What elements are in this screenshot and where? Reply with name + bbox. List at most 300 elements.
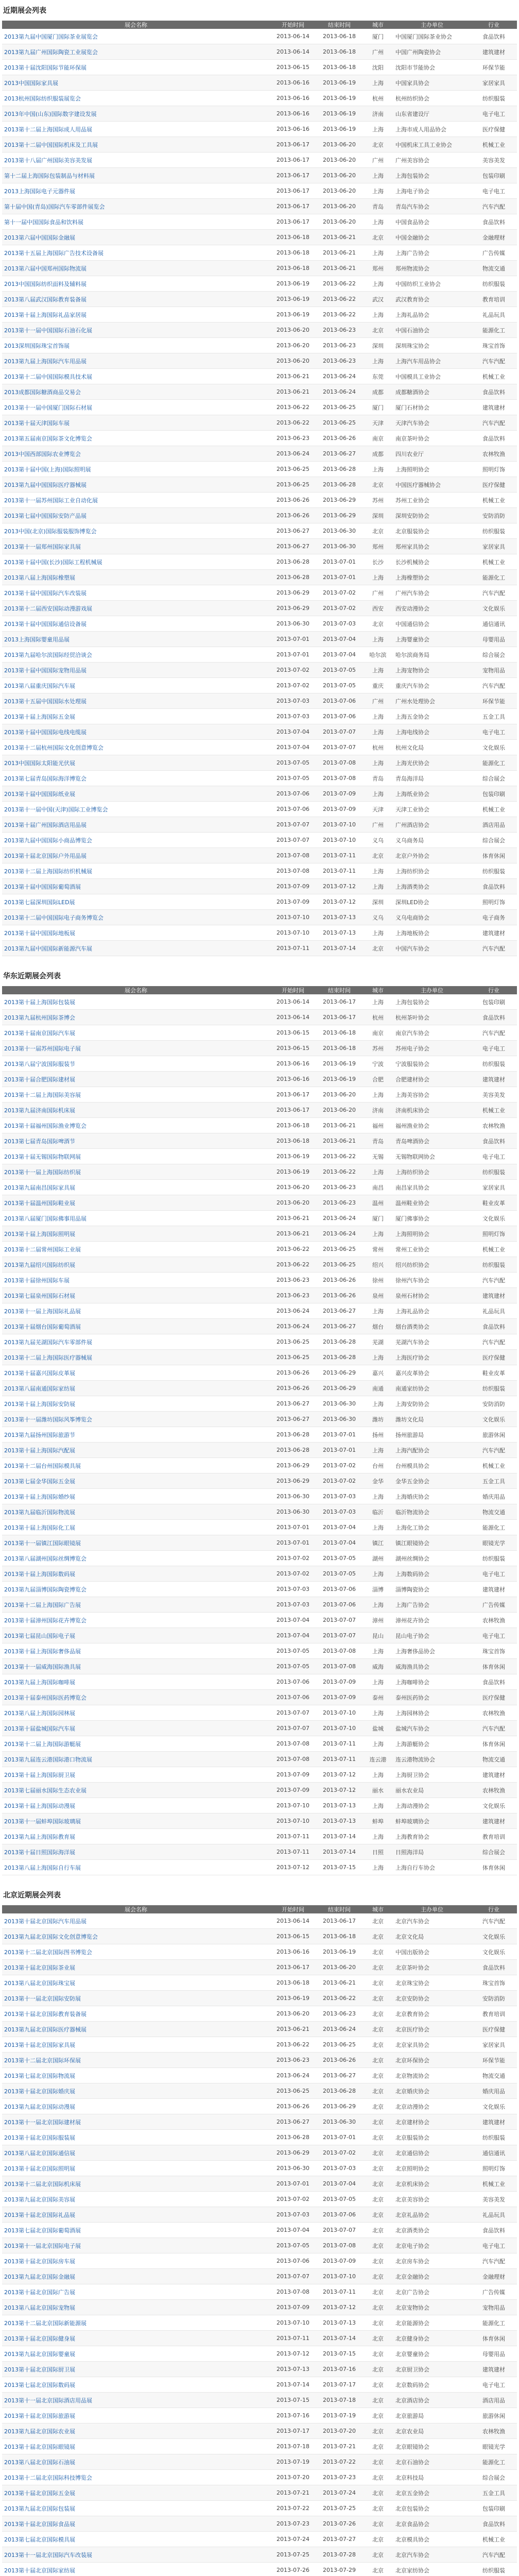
expo-city: 北京: [362, 2547, 393, 2563]
section-title: 北京近期展会列表: [3, 1891, 61, 1900]
expo-end-date: 2013-06-29: [316, 2099, 362, 2114]
expo-name-link[interactable]: 2013第十二届北京国际环保展: [2, 2053, 270, 2068]
expo-name-link[interactable]: 2013第十届中国国际地板展: [2, 925, 270, 941]
expo-name-link[interactable]: 2013第十二届西安国际动漫游戏展: [2, 601, 270, 616]
expo-name-link[interactable]: 2013第九届芜湖国际汽车零部件展: [2, 1334, 270, 1350]
table-row: [2, 338, 517, 353]
expo-name-link[interactable]: 2013第十届北京国际照明展: [2, 2161, 270, 2176]
expo-name-link[interactable]: 2013第十届北京国际婚庆展: [2, 2083, 270, 2099]
expo-end-date: 2013-06-18: [316, 60, 362, 75]
expo-name-link[interactable]: 2013第十届中国国际电线电缆展: [2, 724, 270, 740]
expo-name-link[interactable]: 2013第十二届上海国际广告展: [2, 1597, 270, 1613]
expo-end-date: 2013-07-11: [316, 2284, 362, 2300]
table-row: [2, 1427, 517, 1443]
expo-name-link[interactable]: 2013第九届淄博国际陶瓷博览会: [2, 1582, 270, 1597]
expo-start-date: 2013-07-22: [270, 2501, 316, 2516]
expo-start-date: 2013-07-06: [270, 1674, 316, 1690]
expo-start-date: 2013-06-17: [270, 183, 316, 199]
expo-city: 北京: [362, 137, 393, 152]
expo-name-link[interactable]: 2013第九届广州国际陶瓷工业展览会: [2, 44, 270, 60]
expo-name-link[interactable]: 2013第六届中国郑州国际物流展: [2, 261, 270, 276]
expo-name-link[interactable]: 2013第八届北京国际石油展: [2, 2454, 270, 2470]
expo-end-date: 2013-06-18: [316, 44, 362, 60]
expo-start-date: 2013-07-04: [270, 724, 316, 740]
expo-name-link[interactable]: 2013第十届上海国际化工展: [2, 1520, 270, 1535]
table-row: [2, 601, 517, 616]
expo-name-link[interactable]: 2013第十届北京国际家纺展: [2, 2563, 270, 2576]
table-row: [2, 1257, 517, 1273]
table-row: [2, 1288, 517, 1303]
expo-name-link[interactable]: 2013第十届中国国际纸业展: [2, 786, 270, 802]
expo-name-link[interactable]: 2013第八届北京国际宠物展: [2, 2300, 270, 2315]
expo-end-date: 2013-06-21: [316, 1975, 362, 1991]
expo-name-link[interactable]: 2013上海国际电子元器件展: [2, 183, 270, 199]
expo-start-date: 2013-06-26: [270, 508, 316, 523]
expo-organizer: 宁波服装协会: [393, 1056, 471, 1072]
expo-name-link[interactable]: 2013第八届北京国际通信展: [2, 2145, 270, 2161]
expo-start-date: 2013-07-03: [270, 709, 316, 724]
table-row: [2, 1226, 517, 1242]
expo-organizer: 上海婴童协会: [393, 632, 471, 647]
expo-name-link[interactable]: 2013第八届宁波国际服装节: [2, 1056, 270, 1072]
expo-end-date: 2013-07-08: [316, 2238, 362, 2253]
expo-name-link[interactable]: 2013第十届嘉兴国际皮革展: [2, 1365, 270, 1381]
expo-name-link[interactable]: 2013第十届天津国际车展: [2, 415, 270, 431]
table-row: [2, 462, 517, 477]
expo-name-link[interactable]: 2013第十一届上海国际礼品展: [2, 1303, 270, 1319]
expo-name-link[interactable]: 2013第十届北京国际广告展: [2, 2284, 270, 2300]
expo-name-link[interactable]: 2013第九届中国国际小商品博览会: [2, 833, 270, 848]
expo-organizer: 上海广告协会: [393, 1597, 471, 1613]
expo-organizer: 广州酒店协会: [393, 817, 471, 833]
expo-name-link[interactable]: 2013第七届深圳国际LED展: [2, 894, 270, 910]
expo-city: 北京: [362, 2284, 393, 2300]
expo-city: 厦门: [362, 1211, 393, 1226]
expo-name-link[interactable]: 2013第五届南京国际茶文化博览会: [2, 431, 270, 446]
expo-name-link[interactable]: 2013第九届杭州国际茶博会: [2, 1010, 270, 1025]
expo-name-link[interactable]: 2013第十届盐城国际汽车展: [2, 1721, 270, 1736]
expo-name-link[interactable]: 2013第九届临沂国际物流展: [2, 1504, 270, 1520]
expo-end-date: 2013-07-01: [316, 554, 362, 570]
expo-name-link[interactable]: 2013第十届上海国际五金展: [2, 709, 270, 724]
expo-name-link[interactable]: 2013第八届南通国际家纺展: [2, 1381, 270, 1396]
column-header: 展会名称: [2, 986, 270, 994]
expo-name-link[interactable]: 2013第九届连云港国际港口物流展: [2, 1752, 270, 1767]
expo-name-link[interactable]: 第十一届中国国际食品和饮料展: [2, 214, 270, 230]
expo-name-link[interactable]: 2013第十届北京国际户外用品展: [2, 848, 270, 863]
expo-industry: 文化娱乐: [471, 1929, 517, 1944]
expo-industry: 汽车汽配: [471, 1913, 517, 1929]
expo-name-link[interactable]: 2013中国西部国际农业博览会: [2, 446, 270, 462]
expo-name-link[interactable]: 2013第十届上海国际厨卫展: [2, 1767, 270, 1783]
expo-name-link[interactable]: 2013第十届上海国际汽配展: [2, 1443, 270, 1458]
expo-name-link[interactable]: 2013第十二届中国国际模具技术展: [2, 369, 270, 384]
expo-name-link[interactable]: 2013第十八届广州国际美容美发展: [2, 152, 270, 168]
table-row: [2, 1721, 517, 1736]
table-row: [2, 1025, 517, 1041]
expo-name-link[interactable]: 2013第九届北京国际动漫展: [2, 2099, 270, 2114]
expo-name-link[interactable]: 2013第十届中国国际汽车改装展: [2, 585, 270, 601]
expo-name-link[interactable]: 2013第八届厦门国际佛事用品展: [2, 1211, 270, 1226]
expo-name-link[interactable]: 2013第十届合肥国际建材展: [2, 1072, 270, 1087]
expo-name-link[interactable]: 2013第十届上海国际礼品家居展: [2, 307, 270, 323]
expo-organizer: 合肥建材协会: [393, 1072, 471, 1087]
expo-name-link[interactable]: 2013第十届日照国际海洋展: [2, 1844, 270, 1860]
expo-name-link[interactable]: 2013第十一届北京国际电子展: [2, 2238, 270, 2253]
expo-name-link[interactable]: 2013第九届北京国际文化创意博览会: [2, 1929, 270, 1944]
expo-city: 北京: [362, 2346, 393, 2362]
expo-industry: 婚庆用品: [471, 2083, 517, 2099]
expo-industry: 体育休闲: [471, 1860, 517, 1875]
expo-name-link[interactable]: 2013第十一届苏州国际电子展: [2, 1041, 270, 1056]
expo-name-link[interactable]: 2013第十二届杭州国际文化创意博览会: [2, 740, 270, 755]
table-header-row: [2, 986, 517, 994]
expo-name-link[interactable]: 2013第九届哈尔滨国际经贸洽谈会: [2, 647, 270, 663]
table-row: [2, 663, 517, 678]
expo-industry: 纺织服装: [471, 863, 517, 879]
expo-name-link[interactable]: 2013第九届南昌国际家具展: [2, 1180, 270, 1195]
expo-name-link[interactable]: 2013第八届上海国际橡塑展: [2, 570, 270, 585]
table-row: [2, 493, 517, 508]
expo-organizer: 上海照明协会: [393, 1226, 471, 1242]
expo-name-link[interactable]: 2013第十一届北京国际建材展: [2, 2114, 270, 2130]
expo-name-link[interactable]: 2013第十一届苏州国际工业自动化展: [2, 493, 270, 508]
expo-name-link[interactable]: 2013第七届泉州国际石材展: [2, 1288, 270, 1303]
expo-name-link[interactable]: 2013第十一届中国厦门国际石材展: [2, 400, 270, 415]
expo-start-date: 2013-07-02: [270, 2192, 316, 2207]
expo-organizer: 苏州工业协会: [393, 493, 471, 508]
expo-name-link[interactable]: 2013第十届上海国际安防展: [2, 1396, 270, 1412]
expo-city: 北京: [362, 2377, 393, 2393]
expo-name-link[interactable]: 2013第八届上海国际自行车展: [2, 1860, 270, 1875]
expo-name-link[interactable]: 第十届中国(青岛)国际汽车零部件展览会: [2, 199, 270, 214]
expo-name-link[interactable]: 2013第八届上海国际园林展: [2, 1705, 270, 1721]
expo-name-link[interactable]: 2013第九届上海国际汽车用品展: [2, 353, 270, 369]
expo-industry: 安防消防: [471, 1396, 517, 1412]
expo-name-link[interactable]: 2013第十届北京国际眼镜展: [2, 2439, 270, 2454]
expo-organizer: 北京旅游局: [393, 2408, 471, 2424]
expo-industry: 汽车汽配: [471, 585, 517, 601]
expo-name-link[interactable]: 2013第七届北京国际模具展: [2, 2532, 270, 2547]
expo-name-link[interactable]: 2013第七届青岛国际海洋博览会: [2, 771, 270, 786]
expo-city: 福州: [362, 1118, 393, 1133]
expo-name-link[interactable]: 2013第十一届中国国际石油石化展: [2, 323, 270, 338]
expo-name-link[interactable]: 2013第九届北京国际包装展: [2, 2501, 270, 2516]
expo-industry: 包装印刷: [471, 168, 517, 183]
expo-city: 西安: [362, 601, 393, 616]
expo-organizer: 盐城汽车协会: [393, 1721, 471, 1736]
expo-name-link[interactable]: 2013第十届上海国际包装展: [2, 994, 270, 1010]
expo-start-date: 2013-06-28: [270, 570, 316, 585]
expo-name-link[interactable]: 2013第十届中国(长沙)国际工程机械展: [2, 554, 270, 570]
expo-name-link[interactable]: 2013第十届北京国际礼品展: [2, 2207, 270, 2223]
expo-organizer: 上海游艇协会: [393, 1736, 471, 1752]
expo-end-date: 2013-07-01: [316, 570, 362, 585]
expo-name-link[interactable]: 2013第十二届北京国际科技博览会: [2, 2470, 270, 2485]
expo-city: 北京: [362, 1929, 393, 1944]
expo-name-link[interactable]: 2013第十届北京国际健身展: [2, 2331, 270, 2346]
expo-name-link[interactable]: 2013第十届徐州国际车展: [2, 1273, 270, 1288]
table-row: [2, 199, 517, 214]
expo-name-link[interactable]: 2013上海国际婴童用品展: [2, 632, 270, 647]
expo-start-date: 2013-07-01: [270, 1535, 316, 1551]
expo-organizer: 上海礼品协会: [393, 1303, 471, 1319]
expo-name-link[interactable]: 2013第十二届上海国际美容展: [2, 1087, 270, 1103]
expo-name-link[interactable]: 2013第十二届中国国际机床及工具展: [2, 137, 270, 152]
expo-name-link[interactable]: 2013第十届上海国际婚纱展: [2, 1489, 270, 1504]
expo-name-link[interactable]: 2013第十五届上海国际广告技术设备展: [2, 245, 270, 261]
expo-name-link[interactable]: 2013中国国际纺织面料及辅料展: [2, 276, 270, 292]
expo-name-link[interactable]: 2013中国(北京)国际服装服饰博览会: [2, 523, 270, 539]
expo-name-link[interactable]: 2013第九届济南国际机床展: [2, 1103, 270, 1118]
expo-name-link[interactable]: 2013第十届中国国际宠物用品展: [2, 663, 270, 678]
expo-start-date: 2013-07-24: [270, 2532, 316, 2547]
expo-name-link[interactable]: 2013第九届绍兴国际纺织展: [2, 1257, 270, 1273]
expo-name-link[interactable]: 2013第十届中国(上海)国际照明展: [2, 462, 270, 477]
expo-start-date: 2013-06-24: [270, 1303, 316, 1319]
expo-organizer: 中国食品协会: [393, 214, 471, 230]
expo-city: 上海: [362, 353, 393, 369]
expo-name-link[interactable]: 2013第七届丽水国际生态农业展: [2, 1783, 270, 1798]
expo-name-link[interactable]: 2013第十一届镇江国际眼镜展: [2, 1535, 270, 1551]
expo-name-link[interactable]: 2013第九届上海国际教育展: [2, 1829, 270, 1844]
table-row: [2, 2300, 517, 2315]
expo-name-link[interactable]: 2013第十届福州国际渔业博览会: [2, 1118, 270, 1133]
expo-name-link[interactable]: 2013中国国际太阳能光伏展: [2, 755, 270, 771]
expo-name-link[interactable]: 2013第十届上海国际奢侈品展: [2, 1643, 270, 1659]
expo-industry: 宠物用品: [471, 2300, 517, 2315]
table-row: [2, 2516, 517, 2532]
expo-end-date: 2013-07-13: [316, 910, 362, 925]
expo-name-link[interactable]: 2013第九届中国厦门国际茶业展览会: [2, 29, 270, 44]
expo-name-link[interactable]: 2013第十届北京国际食品展: [2, 2516, 270, 2532]
table-row: [2, 106, 517, 122]
expo-city: 北京: [362, 2269, 393, 2284]
expo-end-date: 2013-07-03: [316, 2161, 362, 2176]
expo-end-date: 2013-06-17: [316, 1010, 362, 1025]
expo-end-date: 2013-07-10: [316, 1705, 362, 1721]
expo-organizer: 上海橡塑协会: [393, 570, 471, 585]
expo-name-link[interactable]: 2013第十届北京国际教育装备展: [2, 2006, 270, 2022]
expo-name-link[interactable]: 2013第十一届潍坊国际风筝博览会: [2, 1412, 270, 1427]
expo-name-link[interactable]: 2013第七届北京国际数码展: [2, 2377, 270, 2393]
expo-name-link[interactable]: 2013第七届北京国际葡萄酒展: [2, 2223, 270, 2238]
expo-industry: 综合展会: [471, 647, 517, 663]
expo-city: 上海: [362, 1798, 393, 1814]
expo-organizer: 深圳珠宝协会: [393, 338, 471, 353]
expo-name-link[interactable]: 2013第七届昆山国际电子展: [2, 1628, 270, 1643]
table-row: [2, 554, 517, 570]
expo-industry: 食品饮料: [471, 431, 517, 446]
expo-city: 北京: [362, 2300, 393, 2315]
expo-end-date: 2013-07-15: [316, 2346, 362, 2362]
expo-name-link[interactable]: 2013第十二届常州国际工业展: [2, 1242, 270, 1257]
expo-city: 上海: [362, 1860, 393, 1875]
expo-name-link[interactable]: 2013第十届泰州国际医药博览会: [2, 1690, 270, 1705]
expo-organizer: 无锡物联网协会: [393, 1149, 471, 1164]
expo-industry: 五金工具: [471, 2485, 517, 2501]
expo-organizer: 北京家纺协会: [393, 2563, 471, 2576]
table-row: [2, 2238, 517, 2253]
expo-name-link[interactable]: 2013第十届上海国际动漫展: [2, 1798, 270, 1814]
expo-name-link[interactable]: 2013第十届上海国际照明展: [2, 1226, 270, 1242]
expo-name-link[interactable]: 2013第十届广州国际酒店用品展: [2, 817, 270, 833]
expo-name-link[interactable]: 2013第十二届台州国际模具展: [2, 1458, 270, 1473]
expo-industry: 纺织服装: [471, 1257, 517, 1273]
expo-city: 青岛: [362, 1133, 393, 1149]
expo-city: 北京: [362, 2393, 393, 2408]
expo-name-link[interactable]: 2013第十二届中国国际电子商务博览会: [2, 910, 270, 925]
expo-industry: 建筑建材: [471, 2114, 517, 2130]
table-row: [2, 261, 517, 276]
expo-name-link[interactable]: 2013第十一届北京国际汽车改装展: [2, 2547, 270, 2563]
expo-name-link[interactable]: 2013第十届北京国际旅游展: [2, 2408, 270, 2424]
expo-city: 北京: [362, 2176, 393, 2192]
expo-name-link[interactable]: 2013第十届北京国际汽车用品展: [2, 1913, 270, 1929]
expo-name-link[interactable]: 2013第十届北京国际厨卫展: [2, 2362, 270, 2377]
expo-name-link[interactable]: 2013第十二届上海国际医疗器械展: [2, 1350, 270, 1365]
expo-name-link[interactable]: 2013第七届青岛国际啤酒节: [2, 1133, 270, 1149]
expo-name-link[interactable]: 第十二届上海国际包装制品与材料展: [2, 168, 270, 183]
expo-name-link[interactable]: 2013中国国际家具展: [2, 75, 270, 91]
expo-organizer: 杭州茶叶协会: [393, 1010, 471, 1025]
expo-start-date: 2013-07-10: [270, 1814, 316, 1829]
expo-city: 镇江: [362, 1535, 393, 1551]
expo-city: 上海: [362, 709, 393, 724]
expo-industry: 纺织服装: [471, 1551, 517, 1566]
expo-name-link[interactable]: 2013第九届北京国际医疗器械展: [2, 2022, 270, 2037]
expo-name-link[interactable]: 2013第十一届威海国际渔具展: [2, 1659, 270, 1674]
expo-end-date: 2013-06-23: [316, 353, 362, 369]
expo-name-link[interactable]: 2013第九届上海国际咖啡展: [2, 1674, 270, 1690]
expo-name-link[interactable]: 2013第六届中国国际金融展: [2, 230, 270, 245]
table-row: [2, 2532, 517, 2547]
table-row: [2, 400, 517, 415]
expo-industry: 汽车汽配: [471, 678, 517, 693]
expo-end-date: 2013-07-11: [316, 848, 362, 863]
expo-name-link[interactable]: 2013第七届中国国际安防产品展: [2, 508, 270, 523]
expo-name-link[interactable]: 2013第九届北京国际婴童展: [2, 2346, 270, 2362]
expo-end-date: 2013-06-21: [316, 230, 362, 245]
table-row: [2, 1118, 517, 1133]
expo-industry: 美容美发: [471, 152, 517, 168]
expo-name-link[interactable]: 2013第七届北京国际物流展: [2, 2068, 270, 2083]
expo-name-link[interactable]: 2013成都国际糖酒商品交易会: [2, 384, 270, 400]
table-row: [2, 1180, 517, 1195]
expo-name-link[interactable]: 2013第十届上海国际数码展: [2, 1566, 270, 1582]
expo-name-link[interactable]: 2013第十届无锡国际物联网展: [2, 1149, 270, 1164]
expo-industry: 照明灯饰: [471, 2161, 517, 2176]
expo-name-link[interactable]: 2013第八届湖州国际丝绸博览会: [2, 1551, 270, 1566]
expo-name-link[interactable]: 2013第十届烟台国际葡萄酒展: [2, 1319, 270, 1334]
expo-end-date: 2013-06-22: [316, 1991, 362, 2006]
expo-name-link[interactable]: 2013第十届北京国际服装展: [2, 2130, 270, 2145]
expo-name-link[interactable]: 2013第十一届北京国际酒店用品展: [2, 2393, 270, 2408]
expo-end-date: 2013-07-12: [316, 1783, 362, 1798]
expo-name-link[interactable]: 2013第十届北京国际五金展: [2, 2485, 270, 2501]
expo-name-link[interactable]: 2013第十一届北京国际安防展: [2, 1991, 270, 2006]
expo-end-date: 2013-06-22: [316, 292, 362, 307]
expo-name-link[interactable]: 2013第十一届郑州国际家具展: [2, 539, 270, 554]
expo-name-link[interactable]: 2013第十届沈阳国际节能环保展: [2, 60, 270, 75]
expo-industry: 机械工业: [471, 137, 517, 152]
expo-organizer: 北京眼镜协会: [393, 2439, 471, 2454]
expo-organizer: 徐州汽车协会: [393, 1273, 471, 1288]
expo-name-link[interactable]: 2013深圳国际珠宝首饰展: [2, 338, 270, 353]
expo-name-link[interactable]: 2013第九届北京国际金融展: [2, 2269, 270, 2284]
expo-name-link[interactable]: 2013第九届扬州国际旅游节: [2, 1427, 270, 1443]
expo-name-link[interactable]: 2013第十一届蚌埠国际玻璃展: [2, 1814, 270, 1829]
expo-name-link[interactable]: 2013第十届南京国际汽车展: [2, 1025, 270, 1041]
expo-name-link[interactable]: 2013第九届北京国际美容展: [2, 2192, 270, 2207]
expo-name-link[interactable]: 2013第十二届北京国际新能源展: [2, 2315, 270, 2331]
expo-name-link[interactable]: 2013第八届重庆国际汽车展: [2, 678, 270, 693]
expo-name-link[interactable]: 2013第九届中国国际医疗器械展: [2, 477, 270, 493]
table-row: [2, 2022, 517, 2037]
expo-name-link[interactable]: 2013第十届北京国际房车展: [2, 2253, 270, 2269]
table-row: [2, 2393, 517, 2408]
expo-name-link[interactable]: 2013第十届温州国际鞋业展: [2, 1195, 270, 1211]
table-row: [2, 925, 517, 941]
expo-name-link[interactable]: 2013第八届武汉国际教育装备展: [2, 292, 270, 307]
expo-name-link[interactable]: 2013第十届中国国际通信设备展: [2, 616, 270, 632]
expo-name-link[interactable]: 2013年中国(山东)国际数字建设发展: [2, 106, 270, 122]
expo-organizer: 上海五金协会: [393, 709, 471, 724]
expo-name-link[interactable]: 2013杭州国际纺织服装展览会: [2, 91, 270, 106]
expo-name-link[interactable]: 2013第十一届中国(天津)国际工业博览会: [2, 802, 270, 817]
expo-start-date: 2013-07-07: [270, 1705, 316, 1721]
expo-name-link[interactable]: 2013第十一届上海国际纺织展: [2, 1164, 270, 1180]
expo-start-date: 2013-07-18: [270, 2439, 316, 2454]
expo-industry: 汽车汽配: [471, 1273, 517, 1288]
expo-city: 济南: [362, 106, 393, 122]
expo-organizer: 深圳安防协会: [393, 508, 471, 523]
expo-city: 长沙: [362, 554, 393, 570]
expo-end-date: 2013-06-30: [316, 539, 362, 554]
expo-city: 上海: [362, 462, 393, 477]
expo-name-link[interactable]: 2013第八届北京国际珠宝展: [2, 1975, 270, 1991]
expo-name-link[interactable]: 2013第十届北京国际家具展: [2, 2037, 270, 2053]
expo-start-date: 2013-07-02: [270, 678, 316, 693]
table-row: [2, 2331, 517, 2346]
expo-city: 上海: [362, 863, 393, 879]
expo-name-link[interactable]: 2013第十届漳州国际花卉博览会: [2, 1613, 270, 1628]
expo-name-link[interactable]: 2013第七届金华国际五金展: [2, 1473, 270, 1489]
expo-organizer: 北京建材协会: [393, 2114, 471, 2130]
expo-city: 上海: [362, 755, 393, 771]
expo-end-date: 2013-07-13: [316, 2315, 362, 2331]
expo-name-link[interactable]: 2013第十二届上海国际游艇展: [2, 1736, 270, 1752]
expo-end-date: 2013-07-09: [316, 802, 362, 817]
expo-name-link[interactable]: 2013第十届中国国际葡萄酒展: [2, 879, 270, 894]
expo-end-date: 2013-06-28: [316, 2083, 362, 2099]
table-row: [2, 1381, 517, 1396]
expo-start-date: 2013-06-19: [270, 276, 316, 292]
table-row: [2, 740, 517, 755]
expo-start-date: 2013-06-17: [270, 1087, 316, 1103]
expo-name-link[interactable]: 2013第十届北京国际茶业展: [2, 1960, 270, 1975]
expo-name-link[interactable]: 2013第十五届中国国际水处理展: [2, 693, 270, 709]
expo-name-link[interactable]: 2013第九届中国国际新能源汽车展: [2, 941, 270, 956]
expo-end-date: 2013-06-23: [316, 338, 362, 353]
expo-start-date: 2013-06-28: [270, 1427, 316, 1443]
expo-name-link[interactable]: 2013第九届北京国际农业展: [2, 2424, 270, 2439]
expo-name-link[interactable]: 2013第十二届北京国际图书博览会: [2, 1944, 270, 1960]
expo-name-link[interactable]: 2013第十二届北京国际机床展: [2, 2176, 270, 2192]
expo-industry: 金融理财: [471, 230, 517, 245]
expo-name-link[interactable]: 2013第十二届上海国际成人用品展: [2, 122, 270, 137]
expo-name-link[interactable]: 2013第十二届上海国际纺织机械展: [2, 863, 270, 879]
